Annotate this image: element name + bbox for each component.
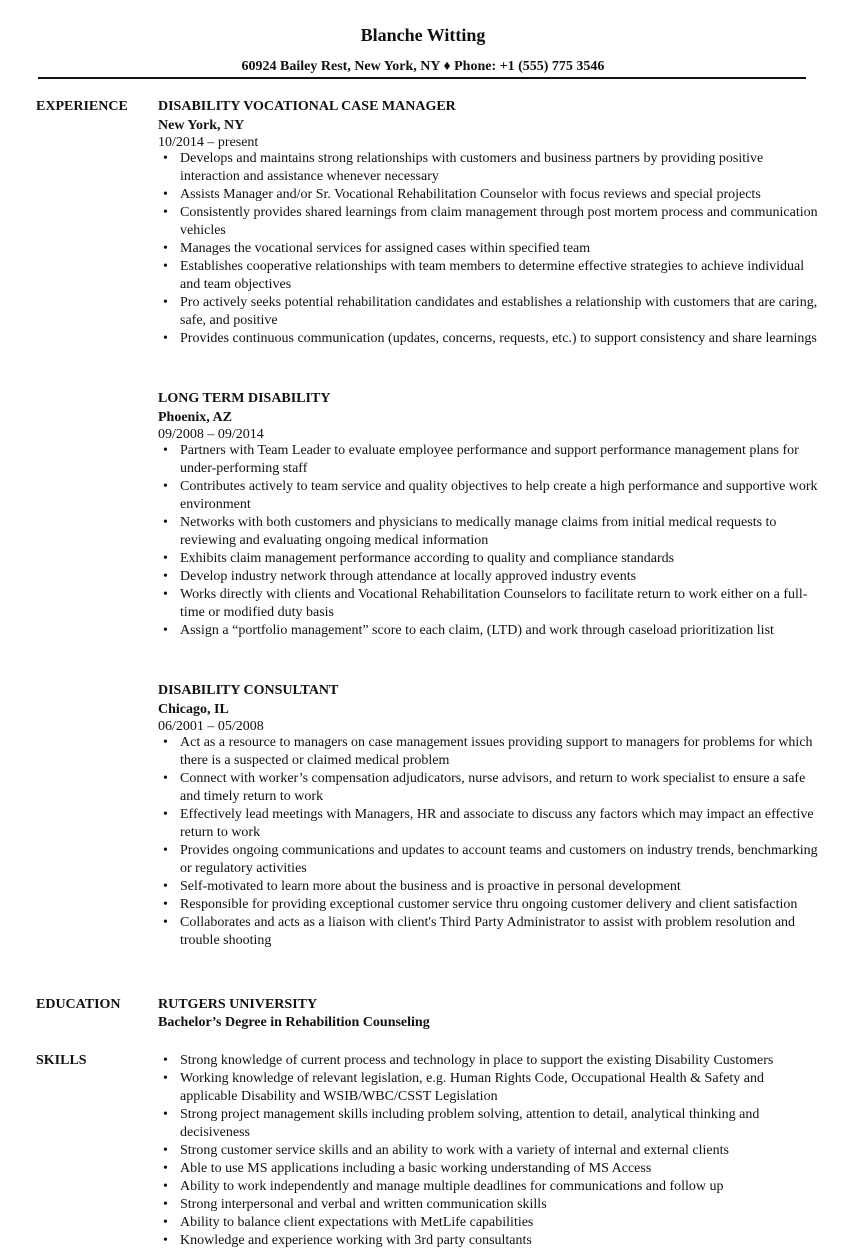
list-item: • Responsible for providing exceptional customer service thru ongoing customer delivery and client satisfaction [158, 896, 818, 914]
job-location: Phoenix, AZ [158, 410, 232, 425]
list-item: • Works directly with clients and Vocational Rehabilitation Counselors to facilitate return to work either on a full-time or modified duty basis [158, 586, 818, 622]
list-item: • Self-motivated to learn more about the business and is proactive in personal development [158, 878, 818, 896]
list-item: • Strong project management skills including problem solving, attention to detail, analytical thinking and decisiveness [158, 1106, 818, 1142]
list-item: • Working knowledge of relevant legislation, e.g. Human Rights Code, Occupational Health & Safety and applicable Disability and WSIB/WBC/CSST Legislation [158, 1070, 818, 1106]
job-title: DISABILITY CONSULTANT [158, 683, 339, 698]
education-degree: Bachelor’s Degree in Rehabilition Counseling [158, 1015, 430, 1030]
job-dates: 06/2001 – 05/2008 [158, 719, 264, 734]
list-item: • Ability to balance client expectations with MetLife capabilities [158, 1214, 818, 1232]
list-item: • Assists Manager and/or Sr. Vocational Rehabilitation Counselor with focus reviews and special projects [158, 186, 818, 204]
list-item: • Manages the vocational services for assigned cases within specified team [158, 240, 818, 258]
job-title: LONG TERM DISABILITY [158, 391, 331, 406]
list-item: • Able to use MS applications including a basic working understanding of MS Access [158, 1160, 818, 1178]
skills-list [158, 1052, 818, 1250]
job-location: Chicago, IL [158, 702, 229, 717]
section-label-skills: SKILLS [36, 1053, 87, 1068]
job-bullets [158, 150, 818, 348]
job-location: New York, NY [158, 118, 245, 133]
job-dates: 10/2014 – present [158, 135, 259, 150]
list-item: • Provides continuous communication (updates, concerns, requests, etc.) to support consistency and share learnings [158, 330, 818, 348]
list-item: • Connect with worker’s compensation adjudicators, nurse advisors, and return to work specialist to ensure a safe and timely return to work [158, 770, 818, 806]
list-item: • Networks with both customers and physicians to medically manage claims from initial medical requests to reviewing and evaluating ongoing medical information [158, 514, 818, 550]
resume-name: Blanche Witting [360, 25, 486, 45]
list-item: • Ability to work independently and manage multiple deadlines for communications and follow up [158, 1178, 818, 1196]
list-item: • Provides ongoing communications and updates to account teams and customers on industry trends, benchmarking or regulatory activities [158, 842, 818, 878]
list-item: • Pro actively seeks potential rehabilitation candidates and establishes a relationship with customers that are caring, safe, and positive [158, 294, 818, 330]
list-item: • Contributes actively to team service and quality objectives to help create a high performance and supportive work environment [158, 478, 818, 514]
list-item: • Strong knowledge of current process and technology in place to support the existing Disability Customers [158, 1052, 818, 1070]
list-item: • Act as a resource to managers on case management issues providing support to managers for problems for which there is a suspected or claimed medical problem [158, 734, 818, 770]
list-item: • Exhibits claim management performance according to quality and compliance standards [158, 550, 818, 568]
job-dates: 09/2008 – 09/2014 [158, 427, 264, 442]
header-divider [38, 77, 806, 79]
list-item: • Strong customer service skills and an ability to work with a variety of internal and external clients [158, 1142, 818, 1160]
list-item: • Strong interpersonal and verbal and written communication skills [158, 1196, 818, 1214]
list-item: • Knowledge and experience working with 3rd party consultants [158, 1232, 818, 1250]
section-label-education: EDUCATION [36, 997, 121, 1012]
contact-line: 60924 Bailey Rest, New York, NY ♦ Phone: +1 (555) 775 3546 [241, 59, 605, 74]
list-item: • Partners with Team Leader to evaluate employee performance and support performance management plans for under-performing staff [158, 442, 818, 478]
list-item: • Effectively lead meetings with Managers, HR and associate to discuss any factors which may impact an effective return to work [158, 806, 818, 842]
education-school: RUTGERS UNIVERSITY [158, 997, 318, 1012]
list-item: • Consistently provides shared learnings from claim management through post mortem process and communication vehicles [158, 204, 818, 240]
job-bullets [158, 442, 818, 640]
job-title: DISABILITY VOCATIONAL CASE MANAGER [158, 99, 456, 114]
list-item: • Establishes cooperative relationships with team members to determine effective strategies to achieve individual and team objectives [158, 258, 818, 294]
section-label-experience: EXPERIENCE [36, 99, 128, 114]
list-item: • Collaborates and acts as a liaison with client's Third Party Administrator to assist with problem resolution and trouble shooting [158, 914, 818, 950]
list-item: • Develop industry network through attendance at locally approved industry events [158, 568, 818, 586]
job-bullets [158, 734, 818, 950]
list-item: • Develops and maintains strong relationships with customers and business partners by providing positive interaction and assistance whenever necessary [158, 150, 818, 186]
list-item: • Assign a “portfolio management” score to each claim, (LTD) and work through caseload prioritization list [158, 622, 818, 640]
